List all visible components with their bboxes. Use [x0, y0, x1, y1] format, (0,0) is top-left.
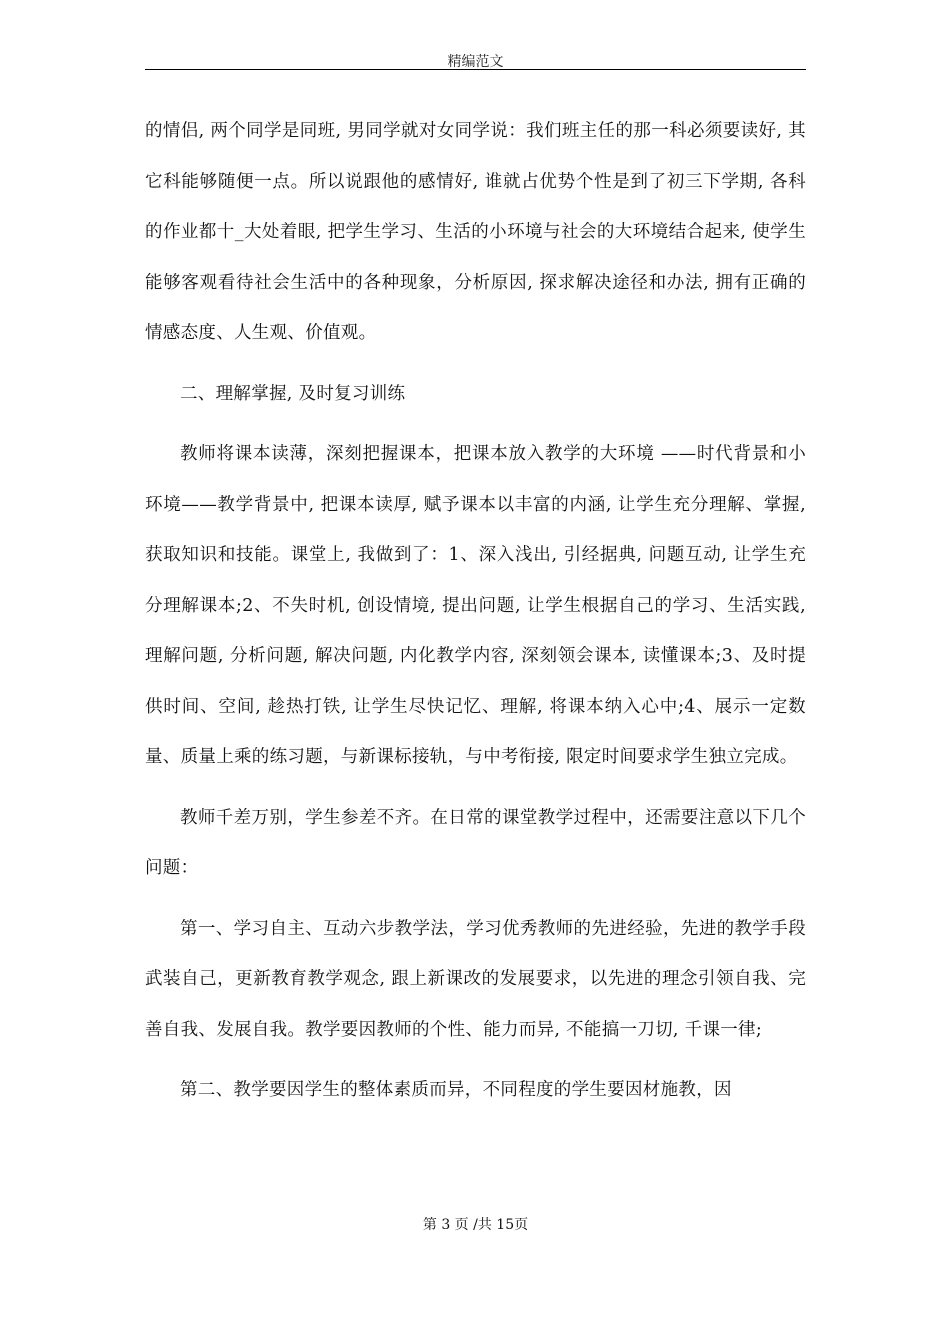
paragraph-gap: [145, 1055, 806, 1065]
paragraph-gap: [145, 783, 806, 793]
paragraph: 教师将课本读薄，深刻把握课本，把课本放入教学的大环境 ——时代背景和小环境——教学背景中, 把课本读厚, 赋予课本以丰富的内涵, 让学生充分理解、掌握, 获取知识和技能。课堂上, 我做到了：1、深入浅出, 引经据典, 问题互动, 让学生充分理解课本;2、不失时机, 创设情境, 提出问题, 让学生根据自己的学习、生活实践, 理解问题, 分析问题, 解决问题, 内化教学内容, 深刻领会课本, 读懂课本;3、及时提供时间、空间, 趁热打铁, 让学生尽快记忆、理解, 将课本纳入心中;4、展示一定数量、质量上乘的练习题，与新课标接轨，与中考衔接, 限定时间要求学生独立完成。: [145, 444, 806, 767]
header-rule: [145, 69, 806, 70]
paragraph: 教师千差万别，学生参差不齐。在日常的课堂教学过程中，还需要注意以下几个问题：: [145, 807, 806, 878]
paragraph: 第二、教学要因学生的整体素质而异，不同程度的学生要因材施教，因: [180, 1080, 732, 1100]
paragraph-gap: [145, 359, 806, 369]
paragraph-gap: [145, 419, 806, 429]
page-footer: 第 3 页 /共 15页: [422, 1217, 529, 1233]
paragraph-gap: [145, 894, 806, 904]
paragraph: 的情侣, 两个同学是同班, 男同学就对女同学说：我们班主任的那一科必须要读好, 其它科能够随便一点。所以说跟他的感情好, 谁就占优势个性是到了初三下学期, 各科的作业都十_大处着眼, 把学生学习、生活的小环境与社会的大环境结合起来, 使学生能够客观看待社会生活中的各种现象，分析原因, 探求解决途径和办法, 拥有正确的情感态度、人生观、价值观。: [145, 121, 806, 343]
page-header: 精编范文: [447, 54, 504, 70]
paragraph: 第一、学习自主、互动六步教学法，学习优秀教师的先进经验，先进的教学手段武装自己，更新教育教学观念, 跟上新课改的发展要求，以先进的理念引领自我、完善自我、发展自我。教学要因教师的个性、能力而异, 不能搞一刀切, 千课一律;: [145, 918, 806, 1040]
section-heading: 二、理解掌握, 及时复习训练: [180, 383, 406, 404]
document-body: [145, 106, 806, 1116]
